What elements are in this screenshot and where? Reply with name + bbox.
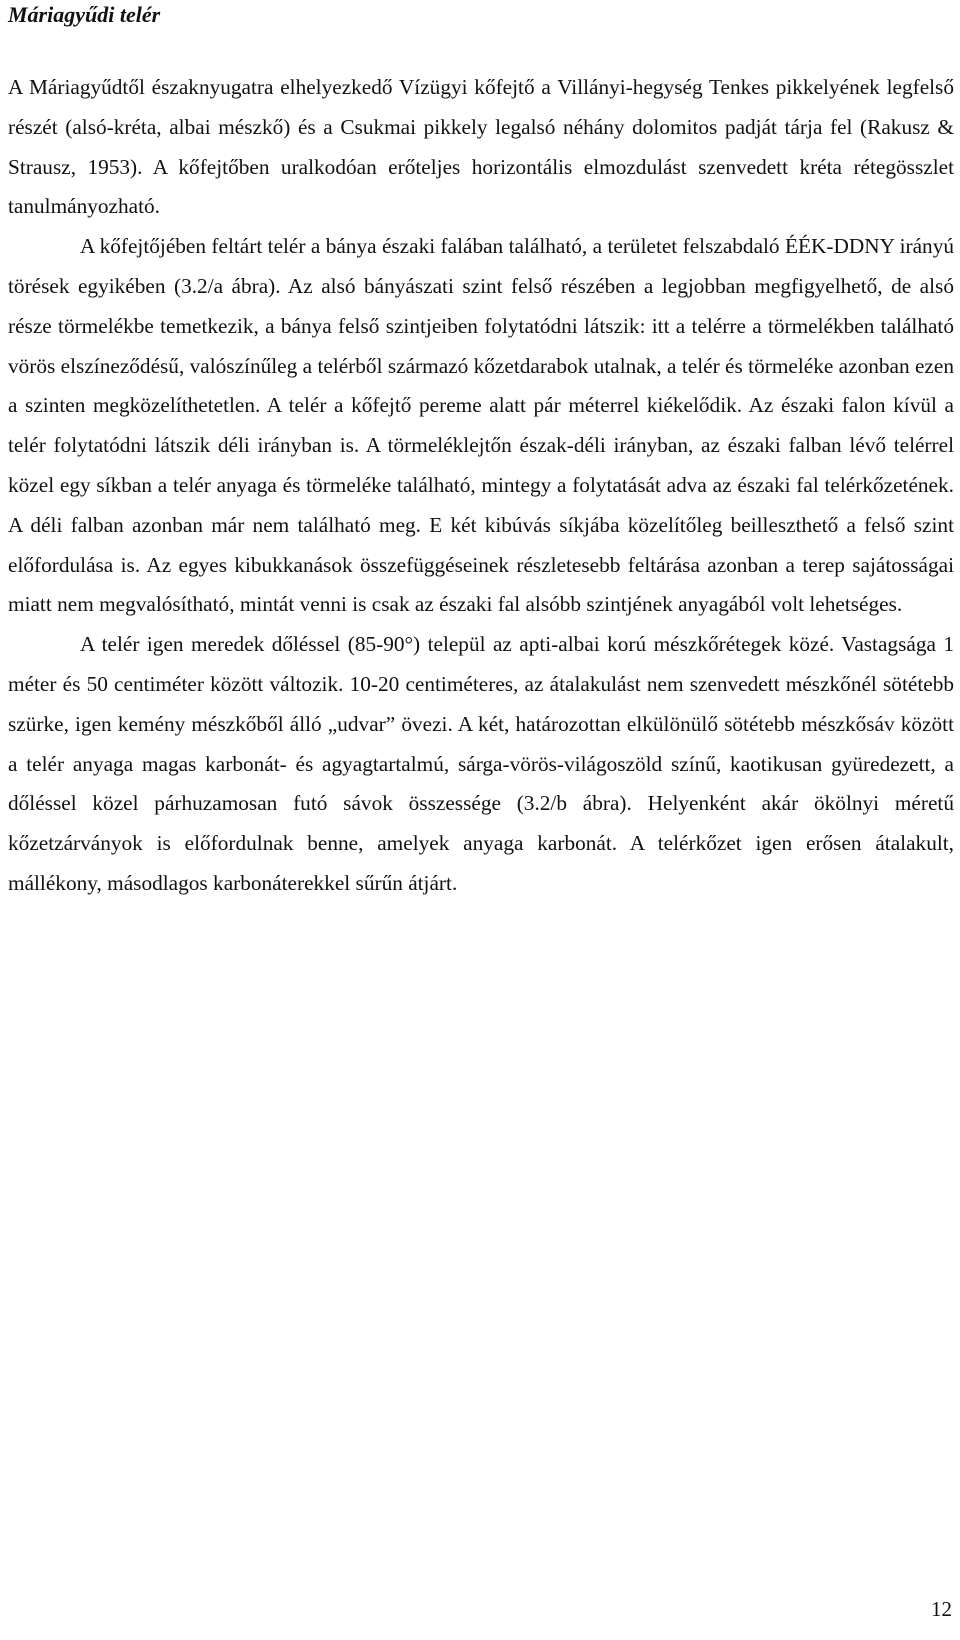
paragraph-intro: A Máriagyűdtől északnyugatra elhelyezkedő Vízügyi kőfejtő a Villányi-hegység Tenkes pikkelyének legfelső részét (alsó-kréta, albai mészkő) és a Csukmai pikkely legalsó néhány dolomitos padját tárja fel (Rakusz & Strausz, 1953). A kőfejtőben uralkodóan erőteljes horizontális elmozdulást szenvedett kréta rétegösszlet tanulmányozható. — [8, 75, 954, 219]
paragraph-vein-location: A kőfejtőjében feltárt telér a bánya északi falában található, a területet felszabdaló ÉÉK-DDNY irányú törések egyikében (3.2/a ábra). Az alsó bányászati szint felső részében a legjobban megfigyelhető, de alsó része törmelékbe temetkezik, a bánya felső szintjeiben folytatódni látszik: itt a telérre a törmelékben található vörös elszíneződésű, valószínűleg a telérből származó kőzetdarabok utalnak, a telér és törmeléke azonban ezen a szinten megközelíthetetlen. A telér a kőfejtő pereme alatt pár méterrel kiékelődik. Az északi falon kívül a telér folytatódni látszik déli irányban is. A törmeléklejtőn észak-déli irányban, az északi falban lévő telérrel közel egy síkban a telér anyaga és törmeléke található, mintegy a folytatását adva az északi fal telérkőzetének. A déli falban azonban már nem található meg. E két kibúvás síkjába közelítőleg beilleszthető a felső szint előfordulása is. Az egyes kibukkanások összefüggéseinek részletesebb feltárása azonban a terep sajátosságai miatt nem megvalósítható, mintát venni is csak az északi fal alsóbb szintjének anyagából volt lehetséges. — [8, 234, 954, 617]
document-page — [8, 0, 954, 904]
page-number: 12 — [931, 1597, 952, 1621]
paragraph-vein-description: A telér igen meredek dőléssel (85-90°) települ az apti-albai korú mészkőrétegek közé. Vastagsága 1 méter és 50 centiméter között változik. 10-20 centiméteres, az átalakulást nem szenvedett mészkőnél sötétebb szürke, igen kemény mészkőből álló „udvar” övezi. A két, határozottan elkülönülő sötétebb mészkősáv között a telér anyaga magas karbonát- és agyagtartalmú, sárga-vörös-világoszöld színű, kaotikusan gyüredezett, a dőléssel közel párhuzamosan futó sávok összessége (3.2/b ábra). Helyenként akár ökölnyi méretű kőzetzárványok is előfordulnak benne, amelyek anyaga karbonát. A telérkőzet igen erősen átalakult, mállékony, másodlagos karbonáterekkel sűrűn átjárt. — [8, 632, 954, 895]
section-heading: Máriagyűdi telér — [8, 2, 161, 27]
